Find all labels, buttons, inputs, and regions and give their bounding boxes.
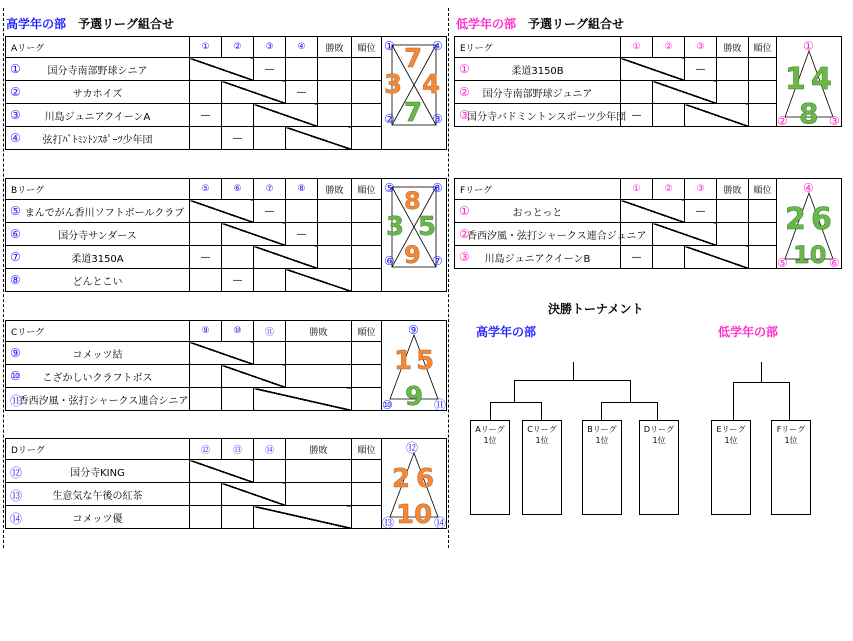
col-header: ⑤ [190,179,222,200]
team-name: 国分寺南部野球ジュニア [482,88,593,100]
team-row-f1 [455,200,621,223]
corner-label: ④ [432,39,443,53]
bracket-line [541,402,542,420]
corner-label: ⑧ [432,181,443,195]
corner-label: ⑦ [432,254,443,268]
slot-league: Dリーグ [643,425,675,434]
dash-cell: — [254,200,286,223]
team-no: ① [10,62,21,76]
rank-cell[interactable] [352,342,382,365]
win-loss-cell[interactable] [286,460,352,483]
self-match-cell [653,81,717,104]
slot-rank: 1位 [724,436,738,445]
win-loss-cell[interactable] [286,365,352,388]
team-no: ② [10,85,21,99]
team-name: コメッツ優 [72,513,123,525]
team-row-a1 [6,58,190,81]
corner-label: ③ [432,112,443,126]
match-number: 2 [392,464,411,494]
corner-label: ⑤ [777,256,788,270]
team-no: ① [459,204,470,218]
team-no: ⑭ [10,512,23,526]
rank-header: 順位 [352,439,382,460]
win-loss-cell[interactable] [318,104,352,127]
team-row-b7 [6,246,190,269]
col-header: ① [621,179,653,200]
rank-cell[interactable] [749,246,777,269]
result-cell[interactable] [286,200,318,223]
corner-label: ① [803,39,814,53]
lower-grade-label: 低学年の部 [456,17,517,31]
win-loss-header: 勝敗 [318,179,352,200]
league-e-table [454,36,842,130]
win-loss-header: 勝敗 [286,321,352,342]
team-name: 国分寺KING [70,467,125,479]
corner-label: ⑩ [382,398,393,412]
match-number: 9 [405,382,424,412]
team-no: ⑦ [10,250,21,264]
col-header: ⑧ [286,179,318,200]
rank-cell[interactable] [352,58,382,81]
bracket-line [601,402,602,420]
match-number: 3 [384,70,403,100]
league-b-name: Bリーグ [6,179,190,200]
col-header: ② [653,37,685,58]
league-b-table [5,178,447,292]
team-row-f3 [455,246,621,269]
bracket-line [761,362,762,382]
rank-cell[interactable] [352,81,382,104]
bracket-line [657,402,658,420]
col-header: ⑥ [222,179,254,200]
rank-cell[interactable] [352,246,382,269]
dash-cell: — [621,246,653,269]
upper-grade-label: 高学年の部 [6,17,67,31]
self-match-cell [254,104,318,127]
col-header: ⑦ [254,179,286,200]
result-cell[interactable] [254,460,286,483]
bracket-line [789,382,790,420]
team-no: ⑫ [10,466,23,480]
dash-cell: — [222,269,254,292]
dash-cell: — [190,246,222,269]
team-name: 国分寺バドミントンスポーツ少年団 [467,111,627,123]
result-cell[interactable] [190,269,222,292]
team-name: 川島ジュニアクイーンA [44,111,151,123]
result-cell[interactable] [222,246,254,269]
win-loss-header: 勝敗 [318,37,352,58]
rank-cell[interactable] [352,104,382,127]
team-no: ① [459,62,470,76]
match-number: 8 [799,97,819,130]
slot-league: Aリーグ [475,425,505,434]
bracket-line [490,402,542,403]
team-name: 生意気な午後の紅茶 [52,490,143,502]
result-cell[interactable] [254,342,286,365]
result-cell[interactable] [653,246,685,269]
team-no: ⑥ [10,227,21,241]
final-slot-f [771,420,811,515]
win-loss-header: 勝敗 [717,37,749,58]
dash-cell: — [621,104,653,127]
rank-cell[interactable] [352,365,382,388]
result-cell[interactable] [621,81,653,104]
self-match-cell [190,460,254,483]
bracket-line [514,380,631,381]
result-cell[interactable] [190,388,222,411]
win-loss-cell[interactable] [717,223,749,246]
result-cell[interactable] [190,506,222,529]
dash-cell: — [190,104,222,127]
win-loss-cell[interactable] [286,342,352,365]
final-upper-label: 高学年の部 [476,325,537,339]
left-margin-divider [3,8,4,548]
team-name: サカホイズ [72,88,123,100]
result-cell[interactable] [653,104,685,127]
team-name: 柔道3150B [511,65,564,77]
final-slot-b [582,420,622,515]
match-number: 5 [416,346,435,376]
win-loss-cell[interactable] [318,200,352,223]
match-number: 9 [404,241,421,269]
league-a-name: Aリーグ [6,37,190,58]
dash-cell: — [685,58,717,81]
lower-grade-title [456,15,624,32]
self-match-cell [685,104,749,127]
slot-league: Bリーグ [587,425,617,434]
rank-cell[interactable] [749,104,777,127]
corner-label: ⑫ [406,441,419,455]
corner-label: ② [777,114,788,128]
match-number: 10 [396,500,433,530]
rank-cell[interactable] [749,223,777,246]
team-row-d14 [6,506,190,529]
rank-cell[interactable] [749,81,777,104]
self-match-cell [286,269,352,292]
rank-cell[interactable] [749,200,777,223]
slot-league: Fリーグ [776,425,806,434]
rank-cell[interactable] [352,269,382,292]
win-loss-cell[interactable] [286,483,352,506]
team-no: ⑤ [10,204,21,218]
slot-rank: 1位 [595,436,609,445]
col-header: ⑩ [222,321,254,342]
team-row-a2 [6,81,190,104]
final-slot-d [639,420,679,515]
rank-header: 順位 [352,179,382,200]
win-loss-cell[interactable] [318,81,352,104]
slot-rank: 1位 [652,436,666,445]
rank-header: 順位 [749,179,777,200]
corner-label: ⑨ [408,323,419,337]
match-number: 3 [386,212,405,242]
league-d-table [5,438,447,529]
col-header: ② [222,37,254,58]
team-no: ③ [459,250,470,264]
corner-label: ⑪ [434,398,447,412]
bracket-line [490,402,491,420]
corner-label: ④ [803,181,814,195]
corner-label: ⑥ [384,254,395,268]
result-cell[interactable] [286,58,318,81]
bracket-line [514,380,515,402]
team-row-f2 [455,223,647,246]
result-cell[interactable] [254,269,286,292]
match-number: 10 [793,241,827,269]
bracket-line [630,380,631,402]
col-header: ② [653,179,685,200]
team-name: 川島ジュニアクイーンB [484,253,591,265]
win-loss-header: 勝敗 [286,439,352,460]
final-slot-c [522,420,562,515]
col-header: ① [621,37,653,58]
match-number: 1 [394,346,413,376]
corner-label: ② [384,112,395,126]
team-no: ③ [459,108,470,122]
result-cell[interactable] [190,365,222,388]
final-slot-a [470,420,510,515]
team-no: ② [459,85,470,99]
dash-cell: — [286,81,318,104]
dash-cell: — [685,200,717,223]
rank-cell[interactable] [352,483,382,506]
self-match-cell [621,200,685,223]
corner-label: ⑭ [434,516,447,530]
slot-league: Cリーグ [527,425,557,434]
dash-cell: — [286,223,318,246]
corner-label: ① [384,39,395,53]
league-a-table [5,36,447,150]
final-slot-e [711,420,751,515]
slot-rank: 1位 [784,436,798,445]
team-row-b5 [6,200,190,223]
team-row-b6 [6,223,190,246]
rank-cell[interactable] [352,506,382,529]
team-name: どんとこい [72,276,123,288]
self-match-cell [685,246,749,269]
final-tournament-title: 決勝トーナメント [548,302,644,316]
col-header: ③ [685,37,717,58]
win-loss-cell[interactable] [717,81,749,104]
col-header: ⑫ [190,439,222,460]
bracket-line [601,402,658,403]
league-f-table [454,178,842,269]
match-number: 7 [404,44,423,74]
team-name: おっとっと [512,207,563,219]
corner-label: ③ [829,114,840,128]
result-cell[interactable] [222,388,254,411]
result-cell[interactable] [254,127,286,150]
league-e-name: Eリーグ [455,37,621,58]
team-name: 国分寺南部野球シニア [47,65,148,77]
team-row-c11 [6,388,190,411]
col-header: ⑬ [222,439,254,460]
team-name: まんでがん香川ソフトボールクラブ [24,207,185,219]
team-name: 国分寺サンダース [58,230,137,242]
match-number: 2 [785,202,806,237]
match-number: 4 [811,62,832,97]
team-name: こざかしいクラフトボス [42,372,153,384]
self-match-cell [222,365,286,388]
team-name: 柔道3150A [71,253,124,265]
self-match-cell [286,127,352,150]
team-name: 弦打ﾊﾞﾄﾐﾝﾄﾝｽﾎﾟｰﾂ少年団 [42,134,153,146]
team-row-d13 [6,483,190,506]
corner-label: ⑬ [382,516,395,530]
rank-cell[interactable] [352,223,382,246]
team-name: コメッツ結 [72,349,123,361]
result-cell[interactable] [190,483,222,506]
win-loss-cell[interactable] [318,246,352,269]
rank-cell[interactable] [352,388,382,411]
bracket-line [573,362,574,380]
col-header: ⑪ [254,321,286,342]
team-no: ⑧ [10,273,21,287]
upper-grade-title [6,15,174,32]
team-no: ② [459,227,470,241]
league-c-diagram [382,321,447,411]
match-number: 4 [422,70,441,100]
result-cell[interactable] [222,104,254,127]
slot-rank: 1位 [483,436,497,445]
self-match-cell [621,58,685,81]
team-row-a4 [6,127,190,150]
team-name: 香西汐風・弦打シャークス連合ジュニア [467,230,647,242]
bracket-line [733,382,790,383]
team-no: ⑨ [10,346,21,360]
win-loss-cell[interactable] [717,200,749,223]
league-b-diagram [382,179,447,292]
result-cell[interactable] [222,506,254,529]
col-header: ① [190,37,222,58]
final-lower-label: 低学年の部 [718,325,779,339]
team-row-e1 [455,58,621,81]
self-match-cell [190,200,254,223]
bracket-line [733,382,734,420]
rank-cell[interactable] [749,58,777,81]
rank-header: 順位 [749,37,777,58]
col-header: ④ [286,37,318,58]
league-d-diagram [382,439,447,529]
self-match-cell [254,388,352,411]
col-header: ⑭ [254,439,286,460]
league-e-diagram [777,37,842,130]
match-number: 7 [404,98,423,128]
team-name: 香西汐風・弦打シャークス連合シニア [18,395,189,407]
self-match-cell [222,81,286,104]
team-row-b8 [6,269,190,292]
league-a-diagram [382,37,447,150]
result-cell[interactable] [190,81,222,104]
dash-cell: — [254,58,286,81]
team-row-c9 [6,342,190,365]
col-header: ③ [685,179,717,200]
win-loss-cell[interactable] [717,58,749,81]
match-number: 5 [418,212,437,242]
league-f-name: Fリーグ [455,179,621,200]
rank-cell[interactable] [352,200,382,223]
col-header: ⑨ [190,321,222,342]
team-row-e3 [455,104,627,127]
result-cell[interactable] [190,223,222,246]
self-match-cell [254,246,318,269]
dash-cell: — [222,127,254,150]
rank-cell[interactable] [352,127,382,150]
match-number: 1 [785,62,806,97]
slot-rank: 1位 [535,436,549,445]
league-c-name: Cリーグ [6,321,190,342]
slot-league: Eリーグ [716,425,746,434]
col-header: ③ [254,37,286,58]
center-divider [448,8,449,548]
team-no: ⑪ [10,394,23,408]
lower-grade-subtitle: 予選リーグ組合せ [516,17,625,31]
self-match-cell [222,223,286,246]
self-match-cell [222,483,286,506]
rank-cell[interactable] [352,460,382,483]
win-loss-cell[interactable] [318,223,352,246]
self-match-cell [653,223,717,246]
league-f-diagram [777,179,842,269]
corner-label: ⑥ [829,256,840,270]
match-number: 6 [416,464,435,494]
team-no: ⑬ [10,489,23,503]
team-row-e2 [455,81,621,104]
rank-header: 順位 [352,321,382,342]
win-loss-cell[interactable] [318,58,352,81]
self-match-cell [190,342,254,365]
team-row-a3 [6,104,190,127]
team-row-c10 [6,365,190,388]
corner-label: ⑤ [384,181,395,195]
rank-header: 順位 [352,37,382,58]
team-no: ④ [10,131,21,145]
match-number: 6 [811,202,832,237]
league-c-table [5,320,447,411]
self-match-cell [190,58,254,81]
league-d-name: Dリーグ [6,439,190,460]
team-row-d12 [6,460,190,483]
result-cell[interactable] [190,127,222,150]
self-match-cell [254,506,352,529]
win-loss-header: 勝敗 [717,179,749,200]
match-number: 8 [404,187,421,215]
upper-grade-subtitle: 予選リーグ組合せ [66,17,175,31]
team-no: ⑩ [10,369,21,383]
team-no: ③ [10,108,21,122]
